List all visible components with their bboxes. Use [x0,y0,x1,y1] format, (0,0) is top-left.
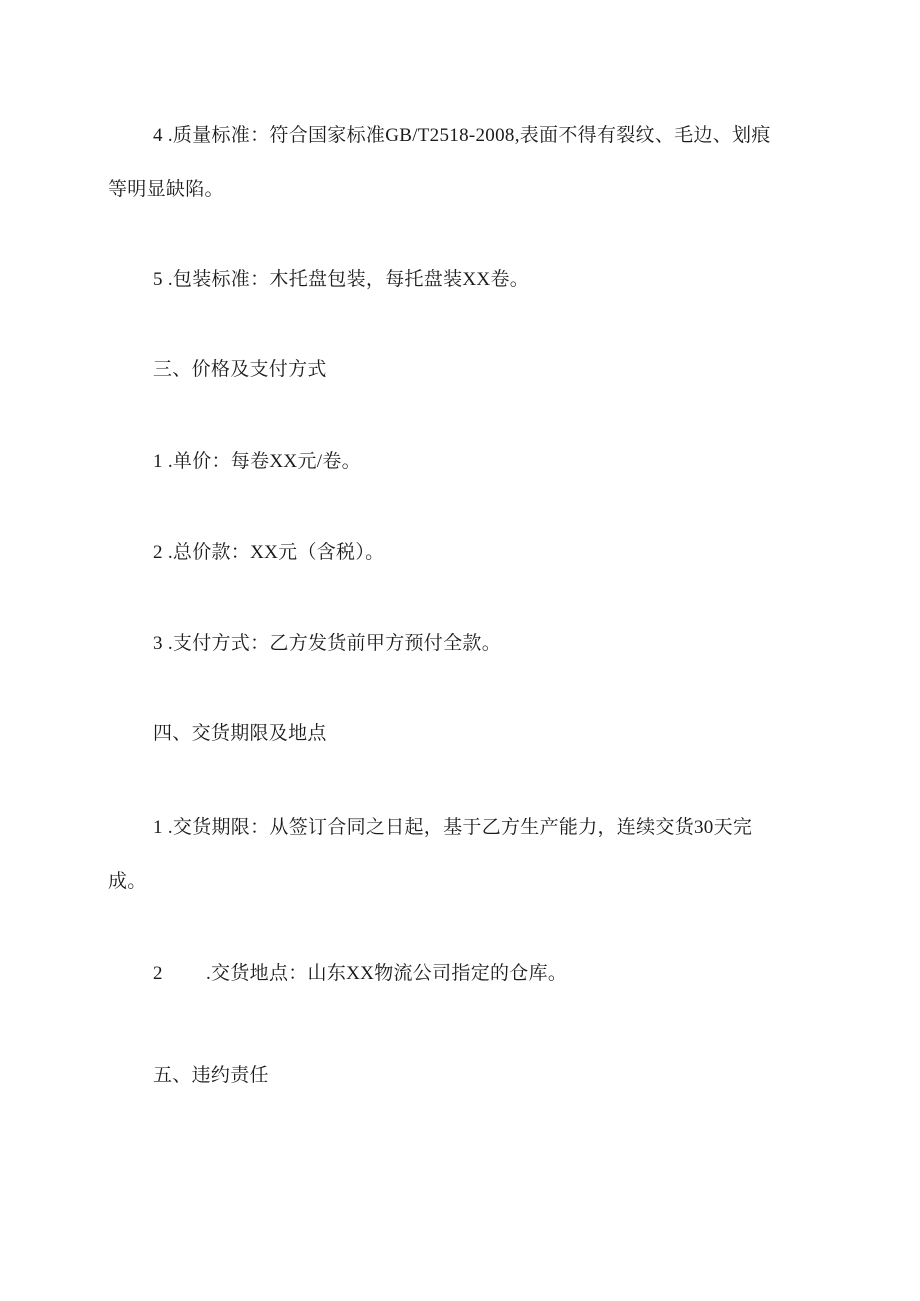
payment-method-item: 3 .支付方式：乙方发货前甲方预付全款。 [153,633,502,654]
packaging-standard-paragraph: 5 .包装标准：木托盘包装，每托盘装XX卷。 [153,269,530,290]
section-heading-delivery: 四、交货期限及地点 [153,723,327,744]
section-heading-breach-liability: 五、违约责任 [153,1065,269,1086]
quality-standard-paragraph-line-2: 等明显缺陷。 [108,179,224,200]
section-heading-price-payment: 三、价格及支付方式 [153,359,327,380]
delivery-location-item-text: .交货地点：山东XX物流公司指定的仓库。 [206,963,568,984]
total-price-item: 2 .总价款：XX元（含税）。 [153,542,385,563]
delivery-location-item-number: 2 [153,963,163,984]
quality-standard-paragraph-line-1: 4 .质量标准：符合国家标准GB/T2518-2008,表面不得有裂纹、毛边、划痕 [153,125,771,146]
unit-price-item: 1 .单价：每卷XX元/卷。 [153,451,361,472]
delivery-period-item-line-1: 1 .交货期限：从签订合同之日起，基于乙方生产能力，连续交货30天完 [153,817,753,838]
delivery-period-item-line-2: 成。 [108,871,147,892]
